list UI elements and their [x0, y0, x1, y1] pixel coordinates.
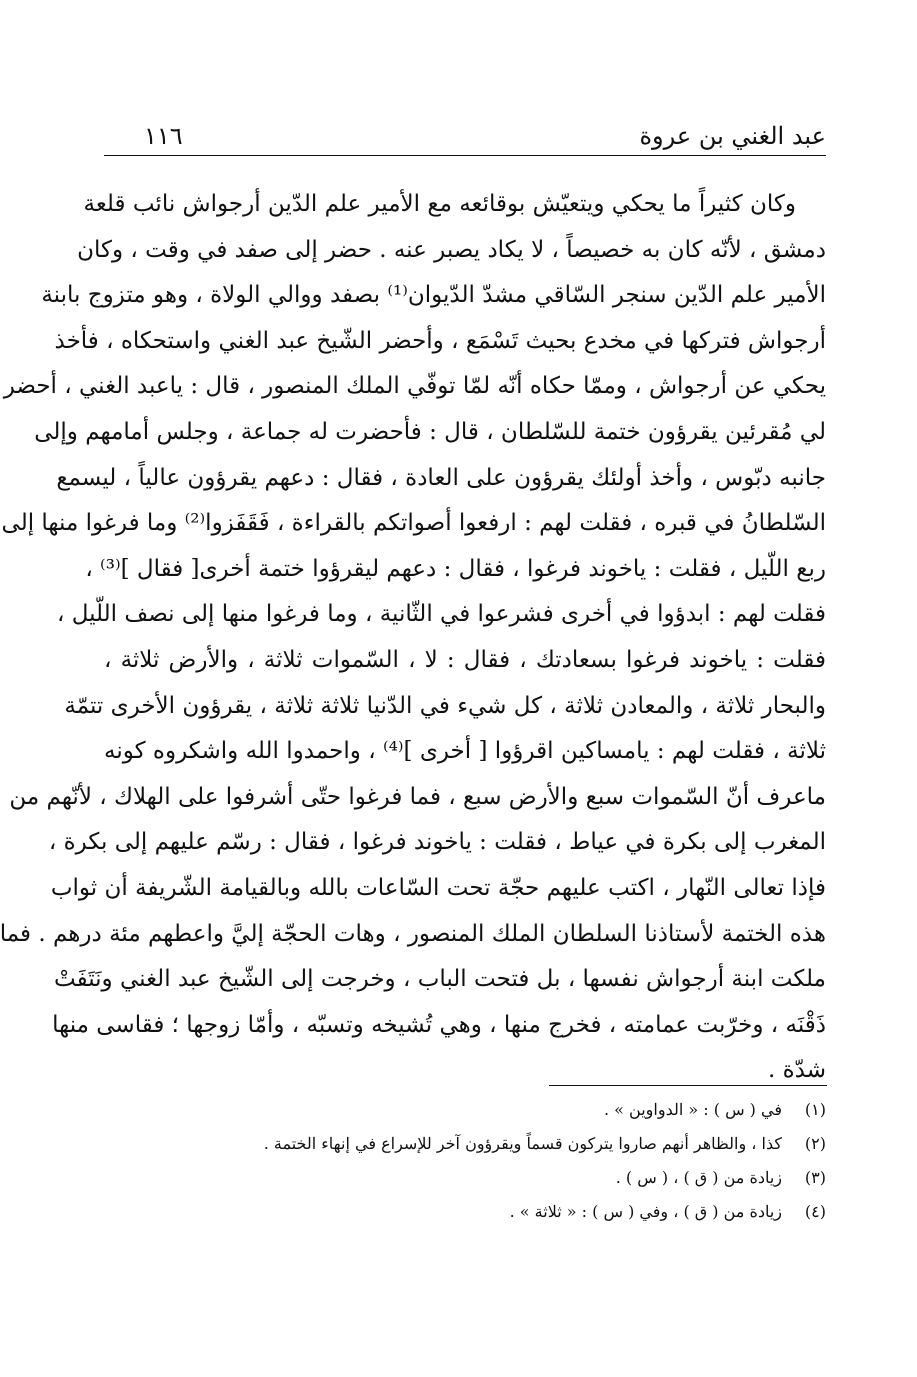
- footnote-text: زيادة من ( ق ) ، وفي ( س ) : « ثلاثة » .: [509, 1202, 782, 1221]
- text-line: لي مُقرئين يقرؤون ختمة للسّلطان ، قال : فأحضرت له جماعة ، وجلس أمامهم وإلى: [34, 418, 826, 445]
- text-line: ربع اللّيل ، فقلت : ياخوند فرغوا ، فقال : دعهم ليقرؤوا ختمة أخرى[ فقال ]⁽³⁾ ،: [85, 555, 826, 582]
- text-line: ذَقْنَه ، وخرّبت عمامته ، فخرج منها ، وهي تُشيخه وتسبّه ، وأمّا زوجها ؛ فقاسى منها: [52, 1011, 826, 1038]
- text-line: جانبه دبّوس ، وأخذ أولئك يقرؤون على العادة ، فقال : دعهم يقرؤون عالياً ، ليسمع: [56, 464, 826, 491]
- text-line: السّلطانُ في قبره ، فقلت لهم : ارفعوا أصواتكم بالقراءة ، فَقَفَزوا⁽²⁾ وما فرغوا منها إلى: [1, 510, 826, 537]
- main-text: [0, 182, 826, 1094]
- text-line: وكان كثيراً ما يحكي ويتعيّش بوقائعه مع الأمير علم الدّين أرجواش نائب قلعة: [83, 191, 796, 217]
- text-line: ثلاثة ، فقلت لهم : يامساكين اقرؤوا [ أخرى ]⁽⁴⁾ ، واحمدوا الله واشكروه كونه: [104, 738, 826, 765]
- header-rule: [104, 155, 826, 156]
- text-line: الأمير علم الدّين سنجر السّاقي مشدّ الدّيوان⁽¹⁾ بصفد ووالي الولاة ، وهو متزوج بابنة: [41, 282, 826, 309]
- text-line: ملكت ابنة أرجواش نفسها ، بل فتحت الباب ، وخرجت إلى الشّيخ عبد الغني ونَتَفَتْ: [54, 966, 826, 993]
- page-number: ١١٦: [144, 122, 183, 150]
- text-line: ماعرف أنّ السّموات سبع والأرض سبع ، فما فرغوا حتّى أشرفوا على الهلاك ، لأنّهم من: [9, 783, 826, 810]
- footnote-number: (٤): [804, 1202, 826, 1221]
- text-line: هذه الختمة لأستاذنا السلطان الملك المنصور ، وهات الحجّة إليَّ واعطهم مئة درهم . فما: [0, 920, 826, 947]
- text-line: أرجواش فتركها في مخدع بحيث تَسْمَع ، وأحضر الشّيخ عبد الغني واستحكاه ، فأخذ: [54, 327, 826, 354]
- text-line: فقلت : ياخوند فرغوا بسعادتك ، فقال : لا ، السّموات ثلاثة ، والأرض ثلاثة ،: [104, 646, 826, 673]
- footnote: [104, 1195, 826, 1229]
- footnote-text: زيادة من ( ق ) ، ( س ) .: [615, 1168, 782, 1187]
- footnote: [104, 1161, 826, 1195]
- running-header: [104, 118, 826, 158]
- text-line: المغرب إلى بكرة في عياط ، فقلت : ياخوند فرغوا ، فقال : رسّم عليهم إلى بكرة ،: [48, 829, 826, 856]
- footnote-number: (٣): [804, 1168, 826, 1187]
- footnote: [104, 1093, 826, 1127]
- footnotes: [104, 1093, 826, 1229]
- text-line: شدّة .: [767, 1057, 826, 1084]
- running-title: عبد الغني بن عروة: [639, 122, 826, 150]
- footnote-text: في ( س ) : « الدواوين » .: [604, 1100, 782, 1119]
- footnote-text: كذا ، والظاهر أنهم صاروا يتركون قسماً ويقرؤون آخر للإسراع في إنهاء الختمة .: [263, 1134, 782, 1153]
- text-line: فقلت لهم : ابدؤوا في أخرى فشرعوا في الثّانية ، وما فرغوا منها إلى نصف اللّيل ،: [56, 601, 826, 628]
- text-line: يحكي عن أرجواش ، وممّا حكاه أنّه لمّا توفّي الملك المنصور ، قال : ياعبد الغني ، أحضر: [3, 373, 826, 400]
- text-line: دمشق ، لأنّه كان به خصيصاً ، لا يكاد يصبر عنه . حضر إلى صفد في وقت ، وكان: [77, 236, 826, 263]
- footnote: [104, 1127, 826, 1161]
- footnote-number: (٢): [804, 1134, 826, 1153]
- text-line: والبحار ثلاثة ، والمعادن ثلاثة ، كل شيء في الدّنيا ثلاثة ثلاثة ، يقرؤون الأخرى تتمّة: [64, 692, 826, 719]
- footnote-rule: [549, 1085, 827, 1086]
- footnote-number: (١): [804, 1100, 826, 1119]
- text-line: فإذا تعالى النّهار ، اكتب عليهم حجّة تحت السّاعات بالله وبالقيامة الشّريفة أن ثواب: [50, 874, 826, 901]
